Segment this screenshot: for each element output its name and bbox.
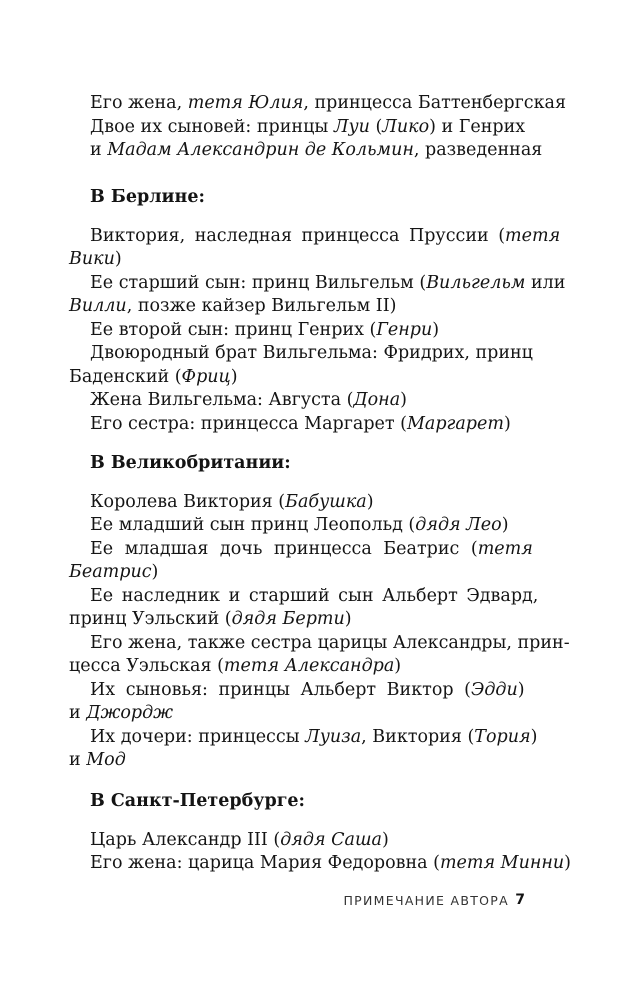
section-heading: В Великобритании: [90, 453, 291, 473]
running-title: ПРИМЕЧАНИЕ АВТОРА [343, 893, 509, 908]
paragraph: Его жена, тетя Юлия, принцесса Баттенбергская [90, 93, 567, 113]
paragraph: Его жена, также сестра царицы Александры, прин- цесса Уэльская (тетя Александра) [69, 632, 570, 676]
paragraph: Его сестра: принцесса Маргарет (Маргарет) [90, 413, 511, 434]
section-heading: В Берлине: [90, 187, 205, 207]
paragraph: Жена Вильгельма: Августа (Дона) [90, 390, 407, 410]
paragraph: Ее второй сын: принц Генрих (Генри) [90, 319, 440, 340]
paragraph: Королева Виктория (Бабушка) [90, 491, 374, 512]
paragraph: Ее младший сын принц Леопольд (дядя Лео) [90, 515, 509, 535]
paragraph: Его жена: царица Мария Федоровна (тетя Минни) [90, 853, 571, 873]
paragraph: Виктория, наследная принцесса Пруссии (тетя Вики) [69, 225, 561, 269]
page-number: 7 [515, 892, 525, 908]
section-britain [69, 452, 570, 773]
section-petersburg [90, 790, 571, 876]
section-heading: В Санкт-Петербурге: [90, 791, 306, 811]
paragraph: Ее младшая дочь принцесса Беатрис (тетя Беатрис) [69, 538, 533, 582]
paragraph: Их сыновья: принцы Альберт Виктор (Эдди) и Джордж [69, 679, 525, 723]
paragraph: Двоюродный брат Вильгельма: Фридрих, принц Баденский (Фриц) [69, 343, 533, 387]
paragraph: Двое их сыновей: принцы Луи (Лико) и Генрих и Мадам Александрин де Кольмин, разведенная [90, 116, 543, 160]
section-intro [90, 92, 567, 163]
paragraph: Царь Александр III (дядя Саша) [90, 829, 389, 850]
paragraph: Ее старший сын: принц Вильгельм (Вильгельм или Вилли, позже кайзер Вильгельм II) [69, 272, 566, 316]
paragraph: Ее наследник и старший сын Альберт Эдвард, принц Уэльский (дядя Берти) [69, 585, 539, 629]
paragraph: Их дочери: принцессы Луиза, Виктория (Тория) и Мод [69, 726, 538, 770]
section-berlin [69, 186, 566, 436]
